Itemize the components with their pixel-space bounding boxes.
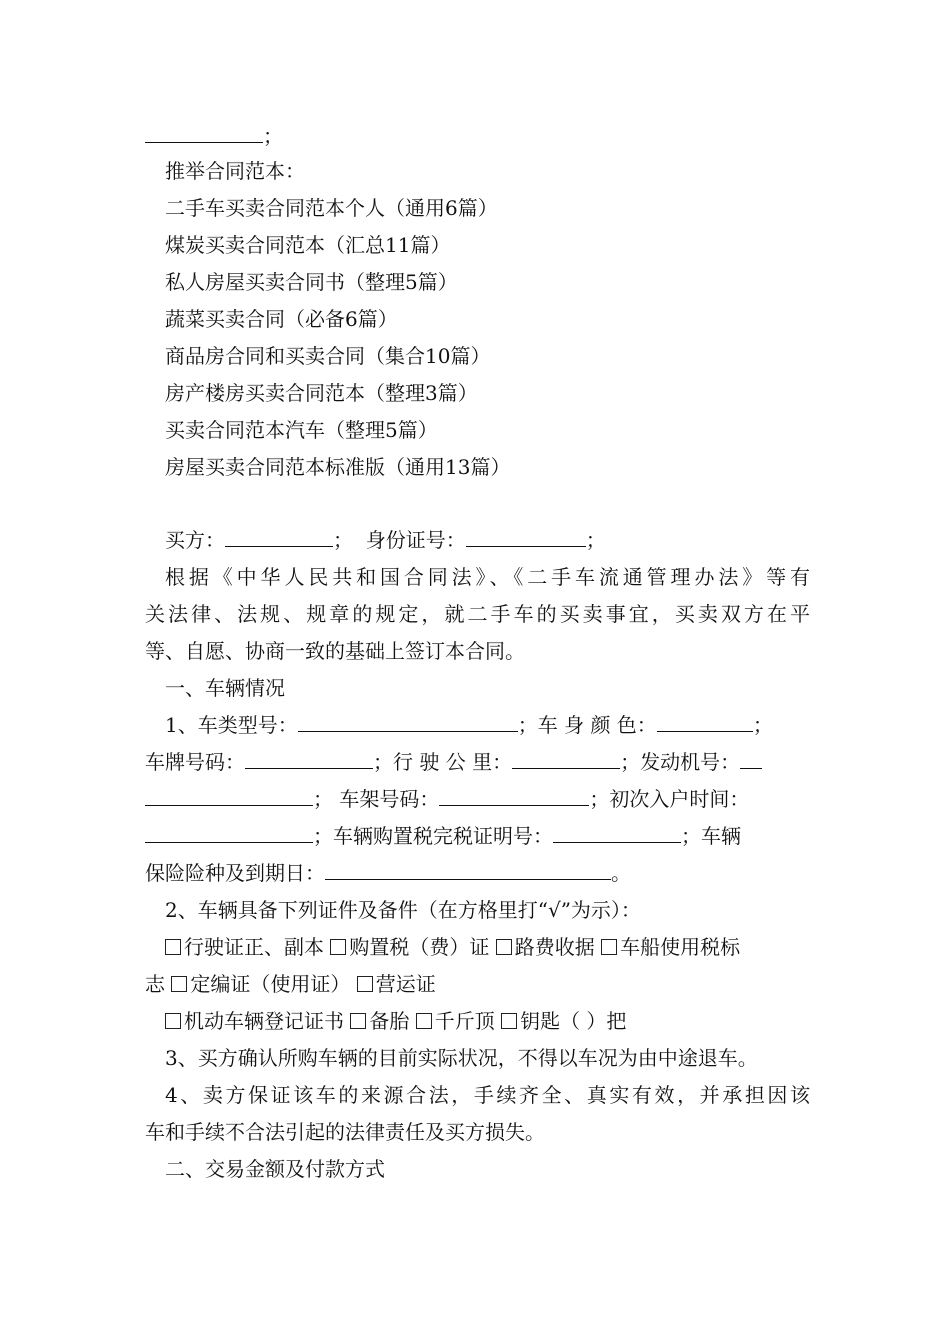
mileage-blank: [512, 747, 620, 769]
vehicle-line-5: 保险险种及到期日： 。: [145, 855, 810, 892]
section1-title: 一、车辆情况: [165, 676, 285, 700]
checkbox[interactable]: [350, 1013, 366, 1029]
recommend-item[interactable]: 商品房合同和买卖合同（集合10篇）: [165, 344, 491, 368]
vehicle-line-2: 车牌号码： ；行 驶 公 里： ；发动机号：: [145, 744, 810, 781]
buyer-line: 买方： ； 身份证号： ；: [145, 522, 810, 559]
recommend-item[interactable]: 煤炭买卖合同范本（汇总11篇）: [165, 233, 451, 257]
checkbox[interactable]: [165, 939, 181, 955]
item4-text: 车和手续不合法引起的法律责任及买方损失。: [145, 1120, 545, 1144]
engine-blank-cont: [145, 784, 313, 806]
section2-title: 二、交易金额及付款方式: [165, 1157, 385, 1181]
document-body: [145, 120, 810, 1188]
vehicle-line-4: ；车辆购置税完税证明号： ；车辆: [145, 818, 810, 855]
checkbox[interactable]: [416, 1013, 432, 1029]
checkbox[interactable]: [171, 976, 187, 992]
first-reg-blank: [145, 821, 313, 843]
recommend-item[interactable]: 二手车买卖合同范本个人（通用6篇）: [165, 196, 498, 220]
recommend-heading: 推举合同范本：: [165, 159, 305, 183]
item3-text: 3、买方确认所购车辆的目前实际状况，不得以车况为由中途退车。: [165, 1046, 758, 1070]
recommend-item[interactable]: 买卖合同范本汽车（整理5篇）: [165, 418, 438, 442]
recommend-item[interactable]: 房屋买卖合同范本标准版（通用13篇）: [165, 455, 511, 479]
recommend-item[interactable]: 私人房屋买卖合同书（整理5篇）: [165, 270, 458, 294]
plate-blank: [245, 747, 373, 769]
intro-line: 根据《中华人民共和国合同法》、《二手车流通管理办法》等有: [165, 565, 810, 589]
checkbox[interactable]: [165, 1013, 181, 1029]
id-number-blank: [466, 525, 586, 547]
vehicle-line-3: ； 车架号码： ；初次入户时间：: [145, 781, 810, 818]
intro-line: 关法律、法规、规章的规定，就二手车的买卖事宜，买卖双方在平: [145, 602, 810, 626]
docs-row: 志 定编证（使用证） 营运证: [145, 972, 436, 996]
checkbox[interactable]: [357, 976, 373, 992]
tax-cert-blank: [553, 821, 681, 843]
color-blank: [657, 710, 753, 732]
frame-blank: [439, 784, 589, 806]
checkbox[interactable]: [601, 939, 617, 955]
recommend-item[interactable]: 蔬菜买卖合同（必备6篇）: [165, 307, 398, 331]
item4-text: 4、卖方保证该车的来源合法，手续齐全、真实有效，并承担因该: [165, 1083, 810, 1107]
spacer: [145, 486, 810, 522]
checkbox[interactable]: [330, 939, 346, 955]
blank-field: [145, 121, 263, 143]
model-blank: [298, 710, 518, 732]
engine-blank: [740, 747, 762, 769]
intro-line: 等、自愿、协商一致的基础上签订本合同。: [145, 639, 525, 663]
checkbox[interactable]: [501, 1013, 517, 1029]
vehicle-line-1: 1、车类型号： ；车 身 颜 色： ；: [145, 707, 810, 744]
buyer-blank: [225, 525, 333, 547]
insurance-blank: [325, 858, 611, 880]
docs-row: 行驶证正、副本 购置税（费）证 路费收据 车船使用税标: [145, 929, 810, 966]
top-blank-line: ；: [145, 120, 810, 153]
docs-row: 机动车辆登记证书 备胎 千斤顶 钥匙（ ）把: [145, 1003, 810, 1040]
checkbox[interactable]: [496, 939, 512, 955]
recommend-item[interactable]: 房产楼房买卖合同范本（整理3篇）: [165, 381, 478, 405]
item2-title: 2、车辆具备下列证件及备件（在方格里打“√”为示）：: [165, 898, 641, 922]
